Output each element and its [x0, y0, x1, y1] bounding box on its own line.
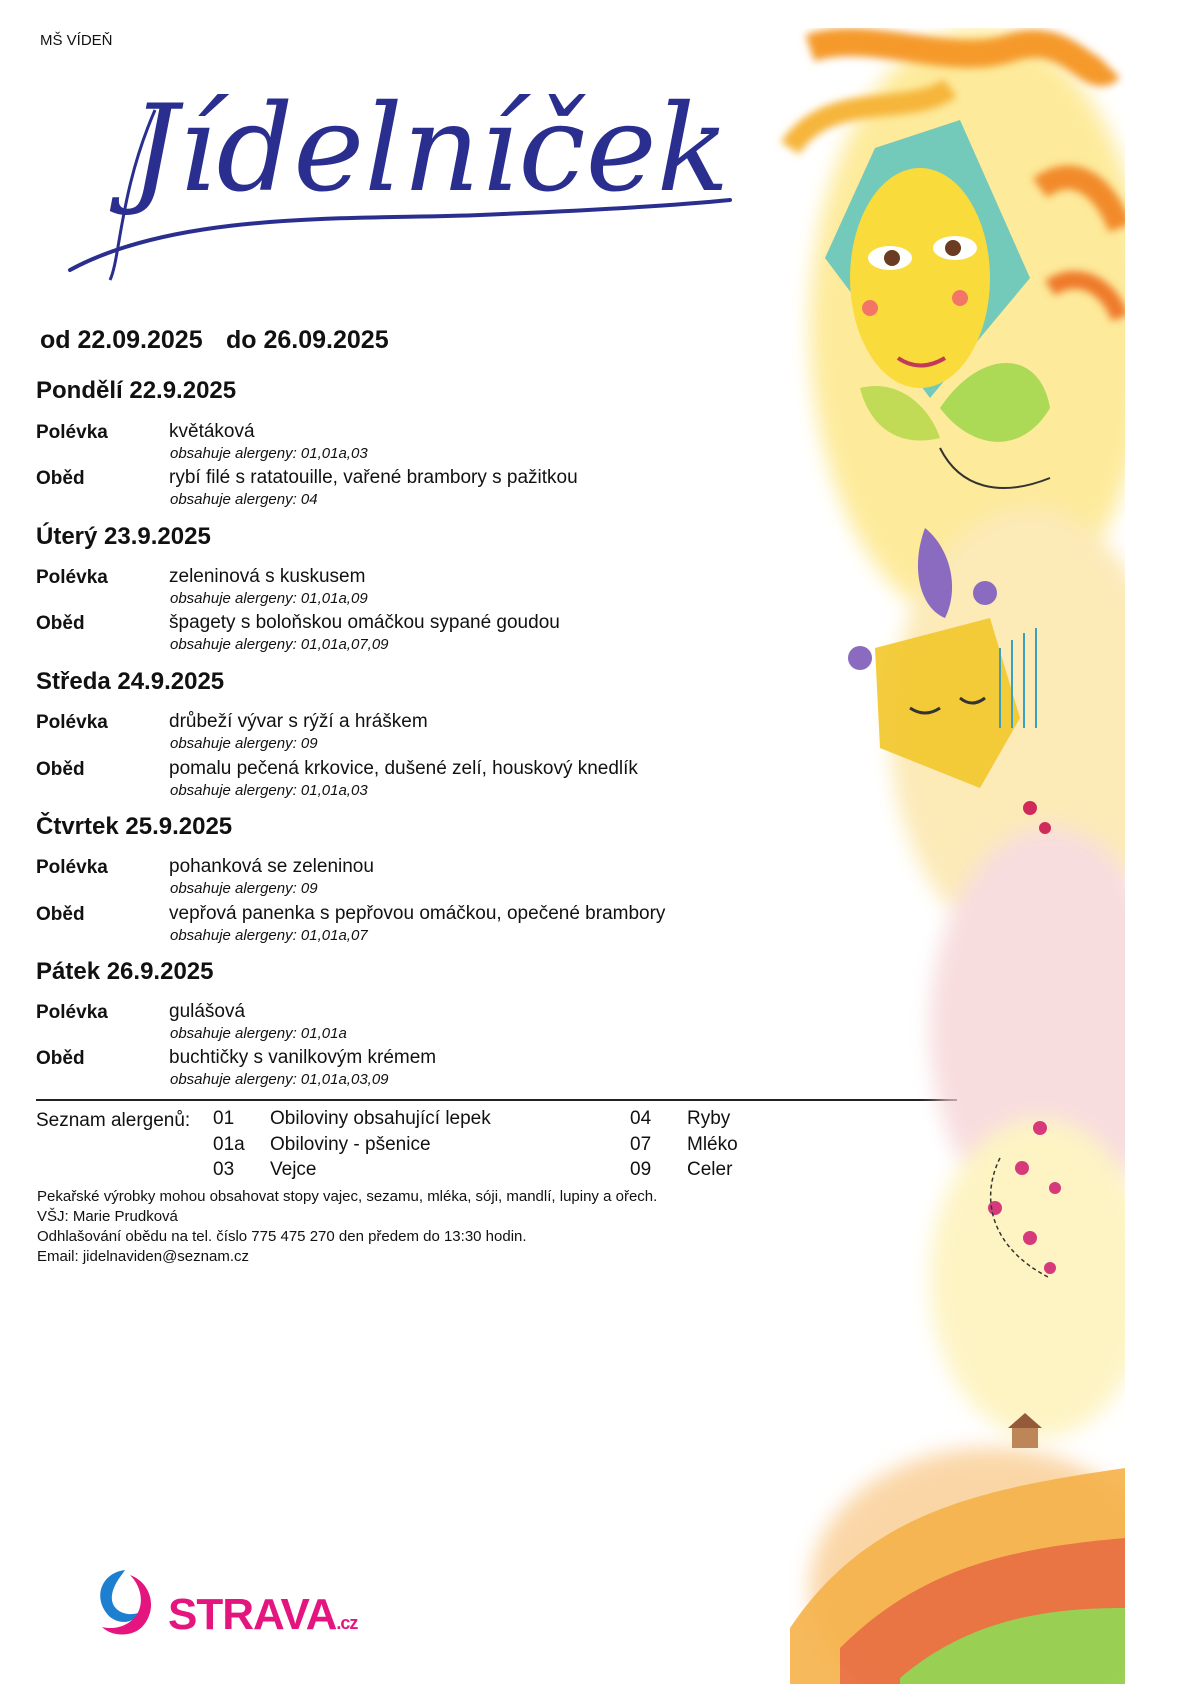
strava-logo-icon	[90, 1565, 160, 1640]
soup-allergens: obsahuje alergeny: 01,01a,09	[170, 590, 368, 607]
lunch-label: Oběd	[36, 613, 85, 634]
lunch-label: Oběd	[36, 759, 85, 780]
soup-dish: zeleninová s kuskusem	[169, 566, 366, 587]
soup-dish: květáková	[169, 421, 255, 442]
allergen-code: 04	[630, 1108, 652, 1129]
soup-dish: gulášová	[169, 1001, 246, 1022]
soup-label: Polévka	[36, 422, 108, 443]
allergen-name: Obiloviny obsahující lepek	[270, 1108, 491, 1129]
allergen-code: 01a	[213, 1134, 245, 1155]
allergen-name: Ryby	[687, 1108, 731, 1129]
date-to: do 26.09.2025	[226, 326, 389, 354]
footer-email: Email: jidelnaviden@seznam.cz	[37, 1248, 249, 1265]
day-title: Středa 24.9.2025	[36, 668, 225, 695]
lunch-allergens: obsahuje alergeny: 01,01a,07,09	[170, 636, 389, 653]
lunch-dish: buchtičky s vanilkovým krémem	[169, 1047, 437, 1068]
day-title: Úterý 23.9.2025	[36, 523, 211, 550]
lunch-allergens: obsahuje alergeny: 01,01a,03,09	[170, 1071, 389, 1088]
strava-logo[interactable]	[168, 1590, 357, 1640]
menu-title-script	[60, 70, 740, 310]
day-title: Pátek 26.9.2025	[36, 958, 214, 985]
allergen-code: 03	[213, 1159, 235, 1180]
soup-label: Polévka	[36, 712, 108, 733]
logo-suffix: .cz	[336, 1613, 358, 1633]
date-from: od 22.09.2025	[40, 326, 203, 354]
allergen-name: Vejce	[270, 1159, 317, 1180]
lunch-label: Oběd	[36, 904, 85, 925]
lunch-allergens: obsahuje alergeny: 01,01a,03	[170, 782, 368, 799]
soup-label: Polévka	[36, 567, 108, 588]
footer-note: VŠJ: Marie Prudková	[37, 1208, 178, 1225]
day-title: Čtvrtek 25.9.2025	[36, 813, 233, 840]
lunch-dish: pomalu pečená krkovice, dušené zelí, houskový knedlík	[169, 758, 638, 779]
lunch-label: Oběd	[36, 468, 85, 489]
lunch-label: Oběd	[36, 1048, 85, 1069]
footer-note: Odhlašování obědu na tel. číslo 775 475 270 den předem do 13:30 hodin.	[37, 1228, 527, 1245]
soup-allergens: obsahuje alergeny: 09	[170, 735, 318, 752]
lunch-allergens: obsahuje alergeny: 04	[170, 491, 318, 508]
decorative-artwork	[750, 28, 1125, 1684]
allergen-code: 09	[630, 1159, 652, 1180]
soup-dish: drůbeží vývar s rýží a hráškem	[169, 711, 428, 732]
lunch-dish: vepřová panenka s pepřovou omáčkou, opečené brambory	[169, 903, 666, 924]
allergen-code: 01	[213, 1108, 235, 1129]
soup-allergens: obsahuje alergeny: 01,01a	[170, 1025, 347, 1042]
allergen-name: Mléko	[687, 1134, 738, 1155]
menu-title: Jídelníček	[130, 80, 730, 219]
school-name: MŠ VÍDEŇ	[40, 32, 113, 49]
logo-name: STRAVA	[168, 1590, 337, 1639]
soup-dish: pohanková se zeleninou	[169, 856, 374, 877]
allergen-code: 07	[630, 1134, 652, 1155]
soup-allergens: obsahuje alergeny: 01,01a,03	[170, 445, 368, 462]
allergen-name: Celer	[687, 1159, 733, 1180]
allergen-list-title: Seznam alergenů:	[36, 1110, 191, 1131]
footer-note: Pekařské výrobky mohou obsahovat stopy vajec, sezamu, mléka, sóji, mandlí, lupiny a ořech.	[37, 1188, 658, 1205]
day-title: Pondělí 22.9.2025	[36, 377, 237, 404]
lunch-allergens: obsahuje alergeny: 01,01a,07	[170, 927, 368, 944]
soup-label: Polévka	[36, 1002, 108, 1023]
allergen-name: Obiloviny - pšenice	[270, 1134, 431, 1155]
lunch-dish: rybí filé s ratatouille, vařené brambory s pažitkou	[169, 467, 578, 488]
soup-label: Polévka	[36, 857, 108, 878]
lunch-dish: špagety s boloňskou omáčkou sypané goudou	[169, 612, 560, 633]
soup-allergens: obsahuje alergeny: 09	[170, 880, 318, 897]
